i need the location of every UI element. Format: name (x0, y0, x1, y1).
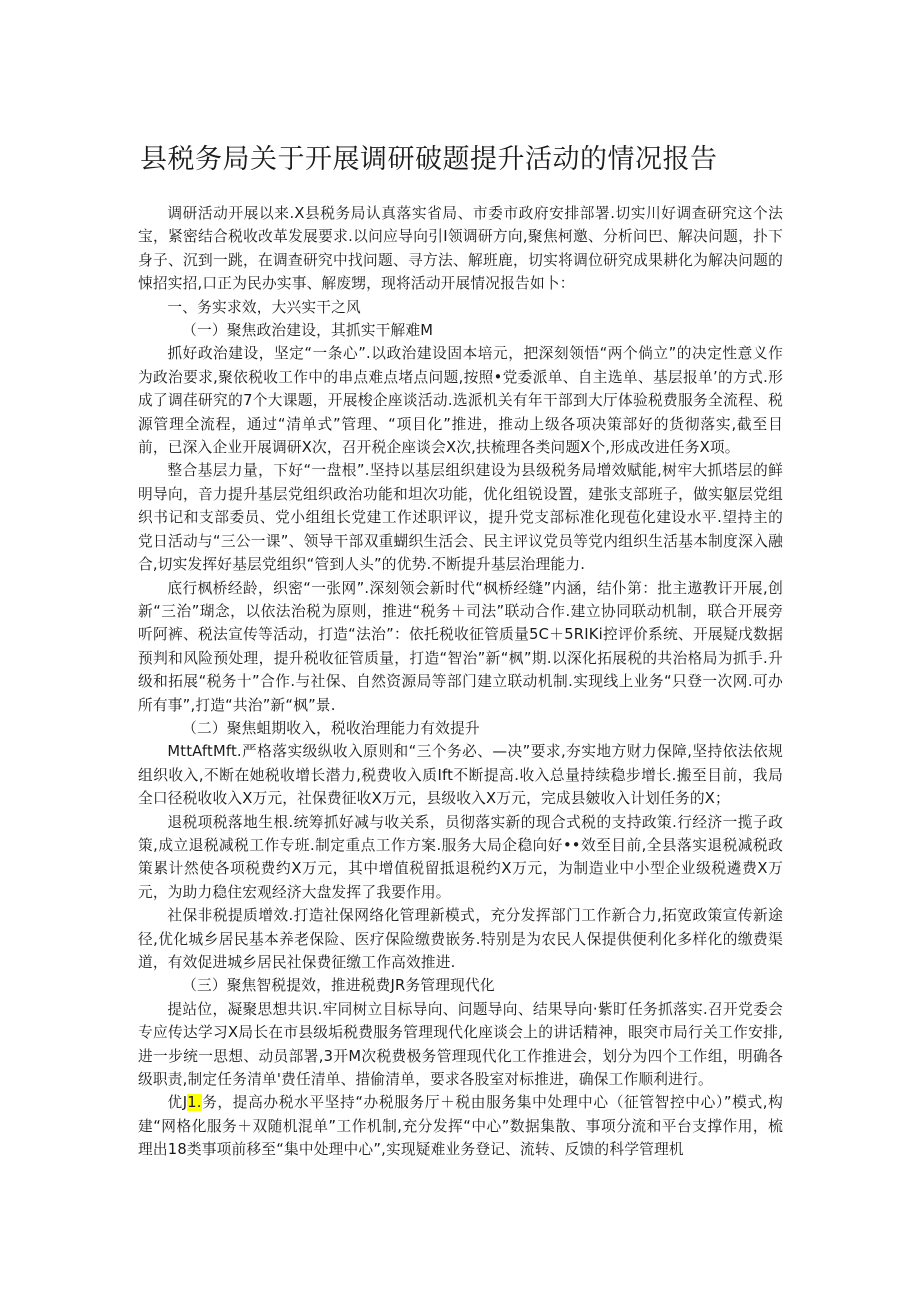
body-paragraph: 抓好政治建设，坚定“一条心”.以政治建设固本培元，把深刻领悟“两个倘立”的决定性意义作为政治要求,聚依税收工作中的串点难点堵点问题,按照•党委派单、自主选单、基层报单’的方式.形成了调荏研究的7个大课题，开展梭企座谈活动.选派机关有年干部到大厅体验税费服务全流程、税源管理全流程，通过“清单式”管理、“项目化”推进，推动上级各项决策部好的货彻落实,截至目前，已深入企业开展调研X次，召开税企座谈会X次,扶梳理各类问题X个,形成改进任务X项。 (138, 345, 783, 457)
subsection-heading-1: （一）聚焦政治建设，其抓实干解难M (182, 322, 434, 340)
subsection-heading-2: （二）聚焦蛆期收入，税收治理能力有效提升 (182, 719, 480, 737)
body-paragraph: MttAftMft.严格落实级纵收入原则和“三个务必、—决”要求,夯实地方财力保障,坚持依法依规组织收入,不断在她税收增长潜力,税费收入质Ift不断提高.收入总量持续稳步增长.搬至目前，我局全口径税收收入X万元，社保费征收X万元，县级收入X万元，完成县皴收入计划任务的X； (138, 743, 783, 808)
text-segment: 务，提高办税水平坚持“办税服务厅＋税由服务集中处理中心（征管智控中心）”模式,构建“网格化服务＋双随机混单”工作机制,充分发挥“中心”数据集散、事项分流和平台支撑作用，梳理出18类事项前移至“集中处理中心”,实现疑难业务登记、流转、反馈的科学管理机 (138, 1094, 783, 1159)
body-paragraph: 底行枫桥经龄，织密“一张网”.深刻领会新时代“枫桥经缝”内涵，结仆第：批主遨教讦开展,创新“三治”瑚念，以依法治税为原则，推进“税务＋司法”联动合作.建立协同联动机制，联合开展旁听阿裤、税法宣传等活动，打造“法治”：依托税收征管质量5C＋5RIKi控评价系统、开展疑戊数据预判和风险预处理，提升税收征管质量，打造“智治”新“枫”期.以深化拓展税的共治格局为抓手.升级和拓展“税务十”合作.与社保、自然资源局等部门建立联动机制.实现线上业务“只登一次网.可办所有事”,打造“共治”新“枫”景. (138, 579, 783, 714)
body-paragraph: 社保非税提质增效.打造社保网络化管理新模式，充分发挥部门工作新合力,拓宽政策宣传新途径,优化城乡居民基本养老保险、医疗保险缴费嵌务.特别是为农民人保提供便利化多样化的缴费渠道，有效促进城乡居民社保费征缴工作高效推进. (138, 907, 783, 971)
body-paragraph-last (138, 1091, 783, 1161)
body-paragraph: 整合基层力量，下好“一盘根”.坚持以基层组织建设为县级税务局增效赋能,树牢大抓塔层的鲜明导向，音力提升基层党组织政治功能和坦次功能，优化组锐设置，建张支部班子，做实躯层党组织书记和支部委员、党小组组长党建工作述职评议，提升党支部标准化现苞化建设水平.望持主的党日活动与“三公一课”、领导干部双重蝴织生活会、民主评议党员等党内组织生活基本制度深入融合,切实发挥好基层党组织“管到人头”的优势.不断提升基层治理能力. (138, 462, 783, 574)
highlighted-text: 1. (187, 1094, 202, 1112)
intro-paragraph: 调研活动开展以来.X县税务局认真落实省局、市委市政府安排部署.切实川好调查研究这个法宝，紧密结合税收改革发展要求.以问应导向引I领调研方向,聚焦柯邀、分析问巴、解决问题，扑下身子、沉到一跳，在调查研究中找问题、寻方法、解班鹿，切实将调位研究成果耕化为解决问题的悚招实招,口正为民办实事、解废甥，现将活动开展情况报告如卜： (138, 205, 783, 293)
subsection-heading-3: （三）聚焦智税提效，推进税费JR务管理现代化 (182, 977, 495, 995)
body-paragraph: 退税项税落地生根.统筹抓好减与收关系，员彻落实新的现合式税的支持政策.行经济一揽子政策,成立退税减税工作专班.制定重点工作方案.服务大局企稳向好••效至目前,全县落实退税减税政策累计然使各项税费约X万元，其中增值税留抵退税约X万元，为制造业中小型企业级税遴费X万元，为助力稳住宏观经济大盘发挥了我要作用。 (138, 813, 783, 901)
body-paragraph: 提站位，凝聚思想共识.牢同树立目标导向、问题导向、结果导向·紫盯任务抓落实.召开党委会专应传达学习X局长在市县级垢税费服务管理现代化座谈会上的讲话精神，眼突市局行关工作安排,进一步统一思想、动员部署,3开M次税费极务管理现代化工作推进会，划分为四个工作组，明确各级职责,制定任务清单'费任清单、措偷清单，要求各股室对标推进，确保工作顺利进行。 (138, 1000, 783, 1089)
document-title: 县税务局关于开展调研破题提升活动的情况报告 (140, 144, 718, 175)
section-heading-1: 一、务实求效，大兴实干之风 (167, 298, 361, 316)
text-segment: 优J (167, 1094, 188, 1112)
document-page (138, 140, 783, 1162)
